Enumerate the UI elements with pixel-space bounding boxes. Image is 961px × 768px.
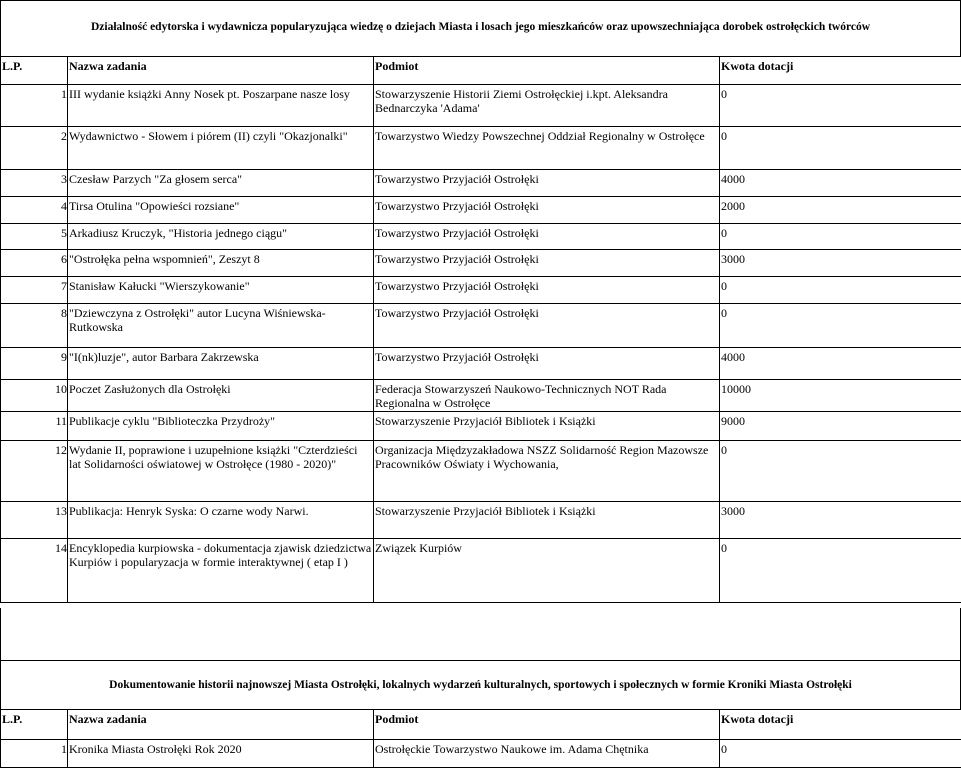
- row-entity: Stowarzyszenie Historii Ziemi Ostrołęckiej i.kpt. Aleksandra Bednarczyka 'Adama': [374, 85, 720, 127]
- table-row: [1, 277, 961, 304]
- row-amount: 10000: [720, 380, 961, 412]
- header-entity: Podmiot: [374, 57, 720, 85]
- header-lp: L.P.: [1, 57, 68, 85]
- row-amount: 0: [720, 224, 961, 250]
- row-lp: 11: [1, 412, 68, 441]
- row-amount: 2000: [720, 197, 961, 224]
- row-entity: Związek Kurpiów: [374, 539, 720, 603]
- table-row: [1, 412, 961, 441]
- table-header-row: [1, 57, 961, 85]
- row-amount: 0: [720, 127, 961, 170]
- row-amount: 0: [720, 539, 961, 603]
- row-task-name: Publikacja: Henryk Syska: O czarne wody Narwi.: [68, 502, 374, 539]
- row-entity: Towarzystwo Przyjaciół Ostrołęki: [374, 348, 720, 380]
- row-entity: Towarzystwo Wiedzy Powszechnej Oddział Regionalny w Ostrołęce: [374, 127, 720, 170]
- row-task-name: Poczet Zasłużonych dla Ostrołęki: [68, 380, 374, 412]
- table-row: [1, 348, 961, 380]
- row-entity: Towarzystwo Przyjaciół Ostrołęki: [374, 277, 720, 304]
- table-row: [1, 127, 961, 170]
- row-entity: Ostrołęckie Towarzystwo Naukowe im. Adama Chętnika: [374, 740, 720, 768]
- row-entity: Towarzystwo Przyjaciół Ostrołęki: [374, 170, 720, 197]
- table-row: [1, 170, 961, 197]
- section-title-text: Dokumentowanie historii najnowszej Miasta Ostrołęki, lokalnych wydarzeń kulturalnych, sportowych i społecznych w formie Kroniki Miasta Ostrołęki: [109, 679, 852, 691]
- row-task-name: Tirsa Otulina "Opowieści rozsiane": [68, 197, 374, 224]
- row-entity: Towarzystwo Przyjaciół Ostrołęki: [374, 250, 720, 277]
- table-header-row: [1, 710, 961, 740]
- header-task-name: Nazwa zadania: [68, 57, 374, 85]
- row-task-name: Czesław Parzych "Za głosem serca": [68, 170, 374, 197]
- row-lp: 14: [1, 539, 68, 603]
- chronicle-table: [0, 709, 961, 768]
- row-amount: 0: [720, 277, 961, 304]
- row-amount: 0: [720, 740, 961, 768]
- row-lp: 8: [1, 304, 68, 348]
- section-spacer: [0, 608, 961, 660]
- row-amount: 0: [720, 441, 961, 502]
- row-lp: 5: [1, 224, 68, 250]
- row-lp: 10: [1, 380, 68, 412]
- row-task-name: Stanisław Kałucki "Wierszykowanie": [68, 277, 374, 304]
- row-lp: 7: [1, 277, 68, 304]
- row-task-name: "Dziewczyna z Ostrołęki" autor Lucyna Wiśniewska-Rutkowska: [68, 304, 374, 348]
- row-amount: 3000: [720, 250, 961, 277]
- table-row: [1, 380, 961, 412]
- row-task-name: Kronika Miasta Ostrołęki Rok 2020: [68, 740, 374, 768]
- row-entity: Towarzystwo Przyjaciół Ostrołęki: [374, 224, 720, 250]
- row-amount: 0: [720, 85, 961, 127]
- section-title: [0, 660, 961, 709]
- row-task-name: "I(nk)luzje", autor Barbara Zakrzewska: [68, 348, 374, 380]
- table-row: [1, 441, 961, 502]
- row-amount: 0: [720, 304, 961, 348]
- header-entity: Podmiot: [374, 710, 720, 740]
- row-lp: 1: [1, 85, 68, 127]
- row-amount: 9000: [720, 412, 961, 441]
- table-row: [1, 224, 961, 250]
- table-row: [1, 539, 961, 603]
- table-row: [1, 740, 961, 768]
- row-lp: 1: [1, 740, 68, 768]
- row-entity: Towarzystwo Przyjaciół Ostrołęki: [374, 304, 720, 348]
- row-entity: Stowarzyszenie Przyjaciół Bibliotek i Książki: [374, 412, 720, 441]
- row-amount: 4000: [720, 348, 961, 380]
- table-row: [1, 250, 961, 277]
- row-lp: 9: [1, 348, 68, 380]
- header-amount: Kwota dotacji: [720, 710, 961, 740]
- table-row: [1, 197, 961, 224]
- grants-table: [0, 56, 961, 603]
- section-title: [0, 0, 961, 56]
- row-task-name: "Ostrołęka pełna wspomnień", Zeszyt 8: [68, 250, 374, 277]
- header-amount: Kwota dotacji: [720, 57, 961, 85]
- row-amount: 3000: [720, 502, 961, 539]
- header-lp: L.P.: [1, 710, 68, 740]
- row-task-name: Arkadiusz Kruczyk, "Historia jednego ciągu": [68, 224, 374, 250]
- section-title-text: Działalność edytorska i wydawnicza popularyzująca wiedzę o dziejach Miasta i losach jego mieszkańców oraz upowszechniająca dorobek ostrołęckich twórców: [90, 21, 871, 33]
- row-amount: 4000: [720, 170, 961, 197]
- row-lp: 4: [1, 197, 68, 224]
- row-task-name: Publikacje cyklu "Biblioteczka Przydroży": [68, 412, 374, 441]
- row-task-name: III wydanie książki Anny Nosek pt. Poszarpane nasze losy: [68, 85, 374, 127]
- row-task-name: Wydawnictwo - Słowem i piórem (II) czyli "Okazjonalki": [68, 127, 374, 170]
- table-row: [1, 85, 961, 127]
- header-task-name: Nazwa zadania: [68, 710, 374, 740]
- row-task-name: Encyklopedia kurpiowska - dokumentacja zjawisk dziedzictwa Kurpiów i popularyzacja w formie interaktywnej ( etap I ): [68, 539, 374, 603]
- row-entity: Stowarzyszenie Przyjaciół Bibliotek i Książki: [374, 502, 720, 539]
- row-lp: 2: [1, 127, 68, 170]
- table-row: [1, 304, 961, 348]
- row-task-name: Wydanie II, poprawione i uzupełnione książki "Czterdzieści lat Solidarności oświatowej w Ostrołęce (1980 - 2020)": [68, 441, 374, 502]
- row-lp: 3: [1, 170, 68, 197]
- table-row: [1, 502, 961, 539]
- row-lp: 13: [1, 502, 68, 539]
- row-entity: Federacja Stowarzyszeń Naukowo-Technicznych NOT Rada Regionalna w Ostrołęce: [374, 380, 720, 412]
- row-lp: 12: [1, 441, 68, 502]
- row-lp: 6: [1, 250, 68, 277]
- row-entity: Towarzystwo Przyjaciół Ostrołęki: [374, 197, 720, 224]
- row-entity: Organizacja Międzyzakładowa NSZZ Solidarność Region Mazowsze Pracowników Oświaty i Wychowania,: [374, 441, 720, 502]
